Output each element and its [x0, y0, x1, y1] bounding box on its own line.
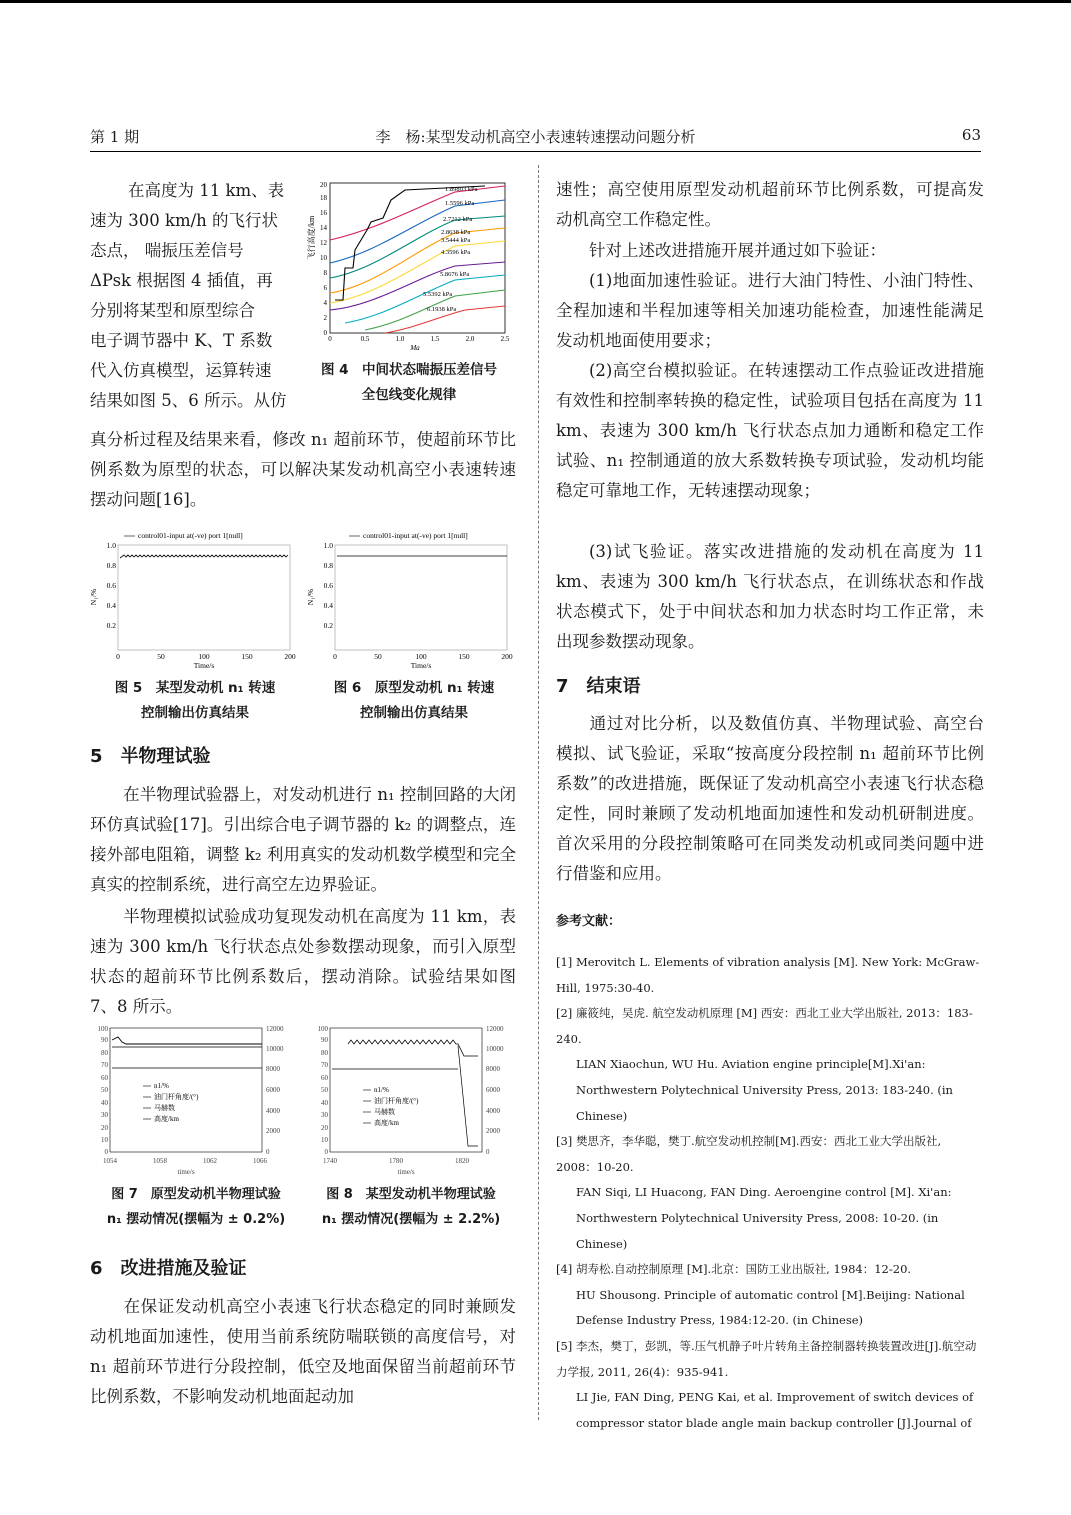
fig7-ytick: 40: [101, 1099, 108, 1107]
fig6-chart: [305, 525, 520, 673]
fig7-legend-item: 油门杆角度/(°): [154, 1093, 199, 1101]
reference-text: [4] 胡寿松.自动控制原理 [M].北京：国防工业出版社, 1984：12-20.: [556, 1262, 912, 1277]
reference-english: LIAN Xiaochun, WU Hu. Aviation engine principle[M].Xi'an: Northwestern Polytechnical University Press, 2013: 183-240. (in Chinese): [576, 1057, 953, 1123]
fig6-caption-line2: 控制输出仿真结果: [360, 705, 468, 721]
fig4-curve-label: 1.5596 kPa: [445, 200, 475, 207]
fig4-ytick: 12: [320, 239, 327, 247]
fig6-xticks: [333, 652, 513, 661]
reference-english: HU Shousong. Principle of automatic control [M].Beijing: National Defense Industry Press, 1984:12-20. (in Chinese): [576, 1287, 965, 1328]
fig6-ytick: 0.6: [323, 581, 333, 590]
reference-item: [556, 1334, 984, 1436]
fig5-yticks: [107, 541, 117, 630]
reference-item: [556, 950, 984, 1001]
fig8-xlabel: time/s: [397, 1168, 415, 1176]
fig6-xtick: 200: [501, 652, 513, 661]
fig8-ytick: 20: [321, 1124, 328, 1132]
fig5-xtick: 200: [284, 652, 296, 661]
fig4-curve-label: 6.1938 kPa: [427, 306, 457, 313]
fig4-ylabel: 飞行高度/km: [307, 215, 316, 261]
right-paragraph5-text: (3)试飞验证。落实改进措施的发动机在高度为 11 km、表速为 300 km/h 飞行状态点，在训练状态和作战状态模式下，处于中间状态和加力状态时均工作正常，未出现参数摆动现象。: [556, 542, 984, 651]
fig4-xtick: 0: [328, 335, 332, 343]
fig4-ytick: 14: [320, 224, 327, 232]
fig4-xticks: [328, 335, 510, 343]
right-paragraph5: [556, 537, 984, 657]
reference-item: [556, 1257, 984, 1334]
right-paragraph1: 速性；高空使用原型发动机超前环节比例系数，可提高发动机高空工作稳定性。: [556, 180, 984, 229]
fig6-ytick: 0.4: [323, 601, 333, 610]
fig7-xtick: 1058: [153, 1157, 167, 1165]
fig7-ytick: 70: [101, 1061, 108, 1069]
reference-english: LI Jie, FAN Ding, PENG Kai, et al. Improvement of switch devices of compressor stator blade angle main backup controller [J].Journal of: [576, 1390, 974, 1430]
fig4-xtick: 0.5: [360, 335, 370, 343]
header-rule: [90, 151, 981, 152]
fig4-curve-label: 2.7212 kPa: [443, 216, 473, 223]
fig6-yticks: [324, 541, 334, 630]
fig8-ytick-right: 10000: [486, 1045, 504, 1053]
conclusion-paragraph-text: 通过对比分析，以及数值仿真、半物理试验、高空台模拟、试飞验证，采取“按高度分段控制 n₁ 超前环节比例系数”的改进措施，既保证了发动机高空小表速飞行状态稳定性，同时兼顾了发动机地面加速性和发动机研制进度。首次采用的分段控制策略可在同类发动机或同类问题中进行借鉴和应用。: [556, 714, 984, 883]
fig7-caption-line2: n₁ 摆动情况(摆幅为 ± 0.2%): [106, 1212, 286, 1227]
fig4-ytick: 2: [323, 314, 327, 322]
intro-line: ΔPsk 根据图 4 插值，再: [90, 271, 273, 290]
fig8-ytick: 50: [321, 1086, 328, 1094]
fig6-xtick: 150: [458, 652, 470, 661]
fig4-yticks: [320, 181, 328, 337]
fig8-ytick-right: 4000: [486, 1107, 500, 1115]
reference-item: [556, 1001, 984, 1129]
fig8-ytick: 90: [321, 1036, 328, 1044]
fig6-xtick: 100: [415, 652, 427, 661]
fig8-caption: [304, 1182, 518, 1232]
fig5-xticks: [116, 652, 296, 661]
fig8-ytick: 80: [321, 1049, 328, 1057]
fig8-ytick: 60: [321, 1074, 328, 1082]
fig5-caption: [90, 676, 300, 726]
fig4-caption-line1: 图 4 中间状态喘振压差信号: [320, 362, 498, 378]
fig4-xtick: 1.0: [395, 335, 405, 343]
fig4-caption: [298, 358, 520, 408]
fig7-ytick: 100: [97, 1025, 108, 1033]
fig8-legend-item: 马赫数: [374, 1108, 395, 1116]
fig8-xtick: 1820: [455, 1157, 469, 1165]
fig7-xlabel: time/s: [177, 1168, 195, 1176]
fig5-xtick: 100: [198, 652, 210, 661]
fig6-ylabel: N₁/%: [306, 588, 315, 606]
fig4-caption-line2: 全包线变化规律: [361, 387, 457, 403]
fig7-ytick-right: 10000: [266, 1045, 284, 1053]
fig6-xlabel: Time/s: [410, 661, 432, 670]
fig5-chart: [88, 525, 303, 673]
fig6-ytick: 0.2: [323, 621, 333, 630]
fig8-legend-item: n1/%: [374, 1086, 389, 1094]
fig6-ytick: 0.8: [323, 561, 333, 570]
fig5-ylabel: N₁/%: [89, 588, 98, 606]
fig8-xticks: [323, 1157, 470, 1165]
references-title: 参考文献：: [556, 914, 622, 929]
fig5-ytick: 0.8: [106, 561, 116, 570]
fig7-ytick-right: 12000: [266, 1025, 284, 1033]
fig7-caption-line1: 图 7 原型发动机半物理试验: [111, 1187, 281, 1202]
fig4-ytick: 4: [323, 299, 327, 307]
fig8-ytick: 30: [321, 1111, 328, 1119]
section5-paragraph2: [90, 902, 516, 1022]
references-list: [556, 950, 984, 1436]
fig5-xtick: 0: [116, 652, 120, 661]
fig8-ytick: 10: [321, 1136, 328, 1144]
fig7-chart: [88, 1022, 300, 1180]
right-paragraph2-text: 针对上述改进措施开展并通过如下验证：: [589, 241, 886, 260]
fig7-legend-item: 高度/km: [154, 1115, 179, 1123]
fig7-ytick-right: 6000: [266, 1086, 280, 1094]
fig8-caption-line2: n₁ 摆动情况(摆幅为 ± 2.2%): [321, 1212, 501, 1227]
intro-line: 速为 300 km/h 的飞行状: [90, 211, 279, 230]
fig7-legend-item: n1/%: [154, 1082, 169, 1090]
fig6-ytick: 1.0: [323, 541, 333, 550]
fig4-curve-label: 3.5444 kPa: [441, 237, 471, 244]
fig7-ytick-right: 4000: [266, 1107, 280, 1115]
fig8-ytick: 70: [321, 1061, 328, 1069]
fig8-ytick-right: 6000: [486, 1086, 500, 1094]
right-paragraph3: [556, 266, 984, 356]
fig7-xtick: 1066: [253, 1157, 267, 1165]
fig6-caption: [308, 676, 520, 726]
running-title: 李 杨:某型发动机高空小表速转速摆动问题分析: [375, 128, 696, 146]
fig4-ytick: 16: [320, 209, 327, 217]
fig5-ytick: 0.6: [106, 581, 116, 590]
right-paragraph4-text: (2)高空台模拟验证。在转速摆动工作点验证改进措施有效性和控制率转换的稳定性，试验项目包括在高度为 11 km、表速为 300 km/h 飞行状态点加力通断和稳定工作试验、n₁ 控制通道的放大系数转换专项试验，发动机均能稳定可靠地工作，无转速摆动现象；: [556, 361, 984, 500]
fig7-ytick: 90: [101, 1036, 108, 1044]
fig8-legend-item: 高度/km: [374, 1119, 399, 1127]
fig5-legend: control01-input at(-ve) port 1[null]: [138, 531, 243, 540]
fig5-ytick: 0.4: [106, 601, 116, 610]
section5-paragraph1: [90, 780, 516, 900]
reference-item: [556, 1129, 984, 1257]
fig4-curve-label: 2.8638 kPa: [441, 229, 471, 236]
fig8-ytick-right: 8000: [486, 1065, 500, 1073]
fig4-xtick: 2.0: [465, 335, 475, 343]
conclusion-paragraph: [556, 709, 984, 889]
fig8-xtick: 1780: [389, 1157, 403, 1165]
fig4-ytick: 20: [320, 181, 327, 189]
fig4-curve-label: 4.3596 kPa: [441, 249, 471, 256]
reference-text: [3] 樊思齐，李华聪，樊丁.航空发动机控制[M].西安：西北工业大学出版社, 2008：10-20.: [556, 1134, 942, 1174]
fig7-ytick: 80: [101, 1049, 108, 1057]
fig7-ytick: 50: [101, 1086, 108, 1094]
fig7-ytick: 30: [101, 1111, 108, 1119]
fig5-caption-line2: 控制输出仿真结果: [141, 705, 249, 721]
fig7-xticks: [103, 1157, 268, 1165]
fig4-ytick: 6: [323, 284, 327, 292]
fig7-yticks-left: [98, 1025, 109, 1156]
fig5-ytick: 0.2: [106, 621, 116, 630]
fig7-legend-item: 马赫数: [154, 1104, 175, 1112]
fig4-chart: [305, 178, 515, 353]
fig7-xtick: 1054: [103, 1157, 117, 1165]
section5-heading: 5 半物理试验: [90, 746, 211, 767]
right-paragraph4: [556, 356, 984, 506]
fig7-ytick: 20: [101, 1124, 108, 1132]
fig8-ytick: 100: [317, 1025, 328, 1033]
intro-line: 电子调节器中 K、T 系数: [90, 331, 273, 350]
fig4-curve-label: 5.8676 kPa: [440, 271, 470, 278]
section5-paragraph2-text: 半物理模拟试验成功复现发动机在高度为 11 km，表速为 300 km/h 飞行状态点处参数摆动现象，而引入原型状态的超前环节比例系数后，摆动消除。试验结果如图 7、8 所示。: [90, 907, 516, 1016]
reference-english: FAN Siqi, LI Huacong, FAN Ding. Aeroengine control [M]. Xi'an: Northwestern Polytechnical University Press, 2008: 10-20. (in Chinese): [576, 1185, 952, 1251]
intro-line: 代入仿真模型，运算转速: [90, 361, 272, 380]
fig8-ytick: 0: [324, 1148, 328, 1156]
fig8-yticks-left: [318, 1025, 329, 1156]
issue-label: 第 1 期: [90, 128, 140, 146]
fig5-xtick: 150: [241, 652, 253, 661]
fig7-ytick-right: 2000: [266, 1127, 280, 1135]
fig6-legend: control01-input at(-ve) port 1[null]: [363, 531, 468, 540]
section6-paragraph1: [90, 1292, 516, 1412]
fig5-xlabel: Time/s: [193, 661, 215, 670]
page-number: 63: [961, 126, 981, 144]
top-border: [0, 0, 1071, 3]
fig4-xtick: 1.5: [430, 335, 440, 343]
fig4-curve-label: 1.89803 kPa: [445, 186, 478, 193]
fig8-chart: [308, 1022, 520, 1180]
fig4-ytick: 18: [320, 194, 327, 202]
fig4-ytick: 0: [323, 329, 327, 337]
fig4-xlabel: Ma: [410, 344, 420, 352]
fig7-yticks-right: [266, 1025, 284, 1156]
fig7-ytick-right: 8000: [266, 1065, 280, 1073]
fig4-curve-label: 5.5392 kPa: [423, 291, 453, 298]
reference-text: [1] Merovitch L. Elements of vibration analysis [M]. New York: McGraw-Hill, 1975:30-40.: [556, 955, 980, 995]
fig7-ytick: 10: [101, 1136, 108, 1144]
intro-line: 在高度为 11 km、表: [128, 181, 285, 200]
fig4-xtick: 2.5: [500, 335, 510, 343]
fig8-caption-line1: 图 8 某型发动机半物理试验: [326, 1187, 496, 1202]
fig8-ytick-right: 12000: [486, 1025, 504, 1033]
right-paragraph3-text: (1)地面加速性验证。进行大油门特性、小油门特性、全程加速和半程加速等相关加速功能检查，加速性能满足发动机地面使用要求；: [556, 271, 984, 350]
section6-heading: 6 改进措施及验证: [90, 1258, 247, 1279]
fig4-ytick: 8: [323, 269, 327, 277]
fig5-xtick: 50: [157, 652, 165, 661]
intro-paragraph: [90, 176, 295, 416]
fig4-ytick: 10: [320, 254, 327, 262]
intro-line: 态点， 喘振压差信号: [90, 241, 244, 260]
fig8-legend-item: 油门杆角度/(°): [374, 1097, 419, 1105]
fig7-ytick: 0: [104, 1148, 108, 1156]
fig8-xtick: 1740: [323, 1157, 337, 1165]
intro-line: 结果如图 5、6 所示。从仿: [90, 391, 287, 410]
intro-continuation: 真分析过程及结果来看，修改 n₁ 超前环节，使超前环节比例系数为原型的状态，可以解决某发动机高空小表速转速摆动问题[16]。: [90, 430, 516, 509]
fig8-ytick: 40: [321, 1099, 328, 1107]
fig5-caption-line1: 图 5 某型发动机 n₁ 转速: [114, 680, 276, 696]
fig7-xtick: 1062: [203, 1157, 217, 1165]
intro-line: 分别将某型和原型综合: [90, 301, 255, 320]
fig7-caption: [90, 1182, 302, 1232]
fig5-ytick: 1.0: [106, 541, 116, 550]
section7-heading: 7 结束语: [556, 676, 641, 697]
section6-paragraph1-text: 在保证发动机高空小表速飞行状态稳定的同时兼顾发动机地面加速性，使用当前系统防喘联锁的高度信号，对 n₁ 超前环节进行分段控制，低空及地面保留当前超前环节比例系数，不影响发动机地面起动加: [90, 1297, 516, 1406]
reference-text: [5] 李杰，樊丁，彭凯，等.压气机静子叶片转角主备控制器转换装置改进[J].航空动力学报, 2011, 26(4)：935-941.: [556, 1338, 977, 1379]
reference-text: [2] 廉筱纯，吴虎. 航空发动机原理 [M] 西安：西北工业大学出版社, 2013：183-240.: [556, 1006, 973, 1046]
fig8-ytick-right: 0: [486, 1148, 490, 1156]
fig7-ytick-right: 0: [266, 1148, 270, 1156]
fig8-ytick-right: 2000: [486, 1127, 500, 1135]
section5-paragraph1-text: 在半物理试验器上，对发动机进行 n₁ 控制回路的大闭环仿真试验[17]。引出综合电子调节器的 k₂ 的调整点，连接外部电阻箱，调整 k₂ 利用真实的发动机数学模型和完全真实的控制系统，进行高空左边界验证。: [90, 785, 516, 894]
column-separator: [538, 165, 539, 1420]
fig8-yticks-right: [486, 1025, 504, 1156]
fig6-caption-line1: 图 6 原型发动机 n₁ 转速: [333, 680, 495, 696]
fig6-xtick: 50: [374, 652, 382, 661]
right-paragraph2: [556, 236, 984, 266]
fig7-ytick: 60: [101, 1074, 108, 1082]
fig6-xtick: 0: [333, 652, 337, 661]
